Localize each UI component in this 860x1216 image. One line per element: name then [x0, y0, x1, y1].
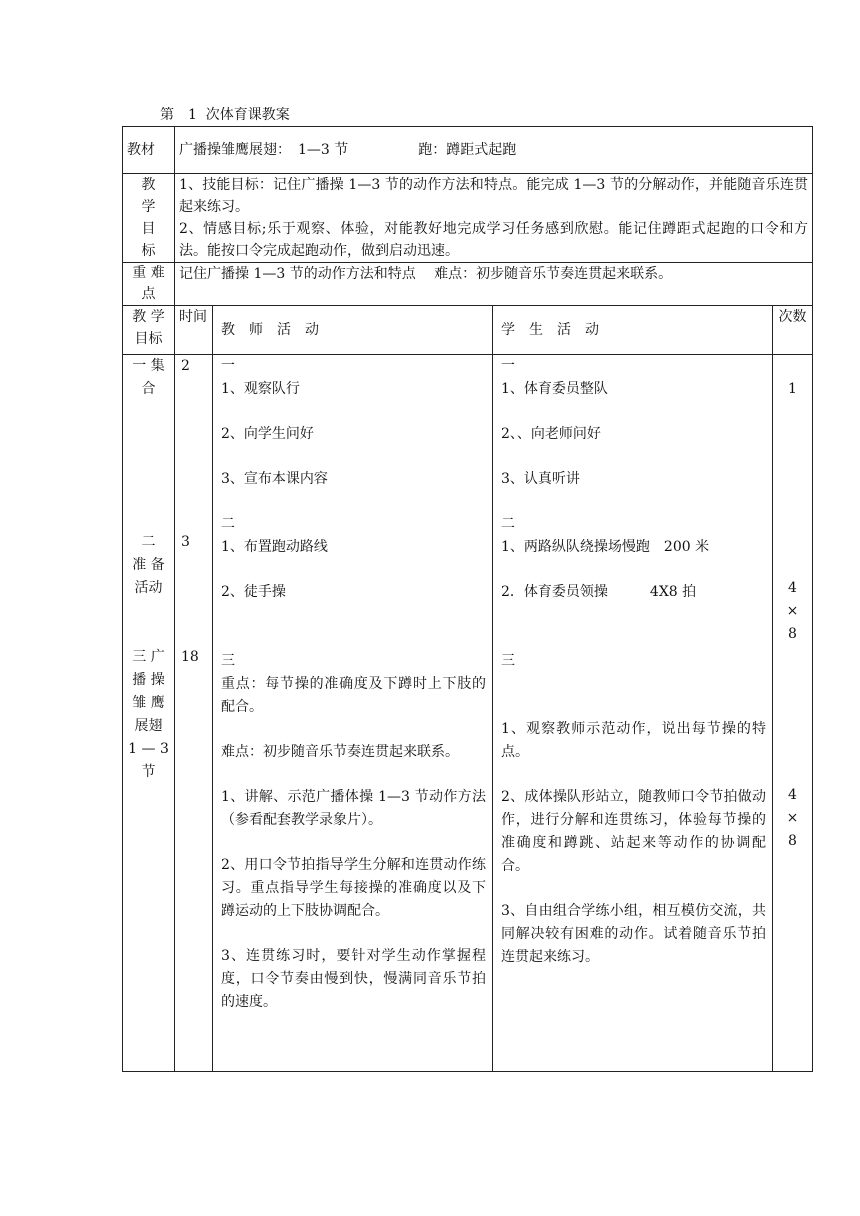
- student-item: 2、成体操队形站立，随教师口令节拍做动作，进行分解和连贯练习，体验每节操的准确度和蹲跳、站起来等动作的协调配合。: [501, 789, 766, 874]
- row-lesson-body: [123, 355, 813, 1072]
- student-item: 3、认真听讲: [501, 471, 580, 487]
- teaching-goals-content: [175, 174, 813, 263]
- teacher-item: 1、布置跑动路线: [221, 539, 328, 555]
- section2-goal-line1: 二: [141, 534, 156, 550]
- header-count: 次数: [773, 306, 813, 355]
- section3-time: 18: [181, 649, 199, 665]
- section2-time: 3: [181, 534, 190, 550]
- key-difficulty-content: 记住广播操 1—3 节的动作方法和特点 难点：初步随音乐节奏连贯起来联系。: [175, 263, 813, 306]
- student-item: 3、自由组合学练小组，相互模仿交流，共同解决较有困难的动作。试着随音乐节拍连贯起来练习。: [501, 903, 766, 965]
- section3-heading: 三: [501, 653, 515, 669]
- section3-goal-line1: 三 广: [132, 649, 165, 665]
- teacher-item: 2、用口令节拍指导学生分解和连贯动作练习。重点指导学生每接操的准确度以及下蹲运动的上下肢协调配合。: [221, 857, 486, 919]
- skill-goal: 1、技能目标：记住广播操 1—3 节的动作方法和特点。能完成 1—3 节的分解动作，并能随音乐连贯起来练习。: [179, 177, 809, 215]
- section2-goal-line3: 活动: [134, 580, 163, 596]
- header-teacher-activity: 教 师 活 动: [213, 306, 493, 355]
- lesson-plan-table: [122, 126, 813, 1072]
- teacher-item: 2、徒手操: [221, 584, 286, 600]
- section3-goal-line4: 展翅: [134, 718, 163, 734]
- time-column: [175, 355, 213, 1072]
- section3-count-1: 4: [788, 787, 797, 803]
- section2-heading: 二: [221, 516, 235, 532]
- teacher-item: 1、观察队行: [221, 381, 300, 397]
- section2-count-1: 4: [788, 580, 797, 596]
- section3-goal-line5: 1 — 3: [128, 741, 169, 757]
- teacher-item: 1、讲解、示范广播体操 1—3 节动作方法（参看配套教学录象片）。: [221, 789, 486, 828]
- page-title: 第 1 次体育课教案: [160, 107, 290, 123]
- teaching-material-content: 广播操雏鹰展翅： 1—3 节 跑：蹲距式起跑: [175, 127, 813, 174]
- section3-goal-line6: 节: [141, 764, 156, 780]
- section3-goal-line3: 雏 鹰: [132, 695, 165, 711]
- row-teaching-material: [123, 127, 813, 174]
- section3-count-2: 8: [788, 833, 797, 849]
- student-item: 1、观察教师示范动作，说出每节操的特点。: [501, 721, 766, 760]
- teacher-activity-column: [213, 355, 493, 1072]
- teacher-focus: 重点：每节操的准确度及下蹲时上下肢的配合。: [221, 676, 486, 715]
- teacher-item: 2、向学生问好: [221, 426, 314, 442]
- section2-count-x: ×: [786, 603, 799, 619]
- teacher-item: 3、连贯练习时，要针对学生动作掌握程度，口令节奏由慢到快，慢满同音乐节拍的速度。: [221, 948, 486, 1010]
- section3-goal-line2: 播 操: [132, 672, 165, 688]
- label-key-difficulty: 重 难 点: [123, 263, 175, 306]
- student-activity-column: [493, 355, 773, 1072]
- teacher-item: 3、宣布本课内容: [221, 471, 328, 487]
- section2-count-2: 8: [788, 626, 797, 642]
- student-item: 2、、向老师问好: [501, 426, 601, 442]
- student-item: 2．体育委员领操 4X8 拍: [501, 584, 697, 600]
- section3-heading: 三: [221, 653, 235, 669]
- header-goal: 教 学 目标: [123, 306, 175, 355]
- section2-goal-line2: 准 备: [132, 557, 165, 573]
- section3-count-x: ×: [786, 810, 799, 826]
- section1-heading: 一: [501, 358, 515, 374]
- count-column: [773, 355, 813, 1072]
- student-item: 1、体育委员整队: [501, 381, 608, 397]
- goal-column: [123, 355, 175, 1072]
- row-key-difficulty: [123, 263, 813, 306]
- row-column-headers: [123, 306, 813, 355]
- header-student-activity: 学 生 活 动: [493, 306, 773, 355]
- section1-time: 2: [181, 358, 190, 374]
- label-teaching-material: 教材: [123, 127, 175, 174]
- header-time: 时间: [175, 306, 213, 355]
- section1-count: 1: [788, 381, 797, 397]
- label-teaching-goals: 教 学 目 标: [123, 174, 175, 263]
- section1-goal: 一 集合: [132, 358, 165, 397]
- student-item: 1、两路纵队绕操场慢跑 200 米: [501, 539, 710, 555]
- emotion-goal: 2、情感目标;乐于观察、体验，对能教好地完成学习任务感到欣慰。能记住蹲距式起跑的口令和方法。能按口令完成起跑动作，做到启动迅速。: [179, 221, 809, 259]
- teacher-difficulty: 难点：初步随音乐节奏连贯起来联系。: [221, 744, 459, 760]
- row-teaching-goals: [123, 174, 813, 263]
- section2-heading: 二: [501, 516, 515, 532]
- section1-heading: 一: [221, 358, 235, 374]
